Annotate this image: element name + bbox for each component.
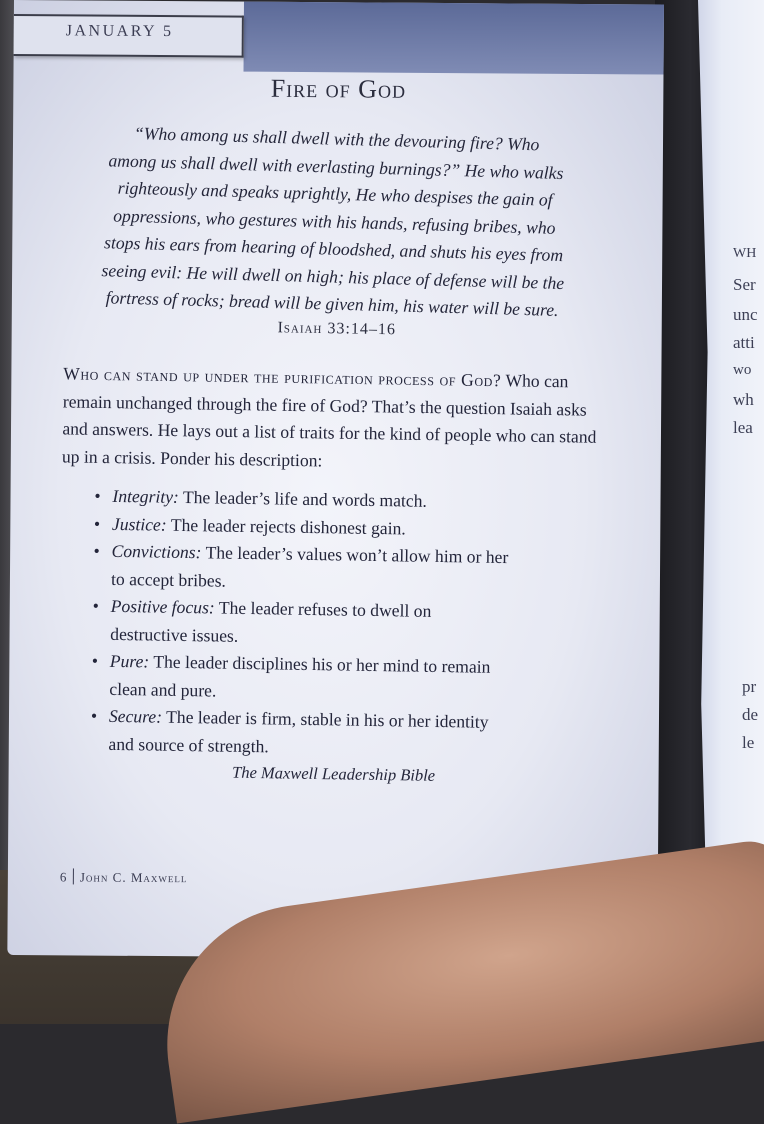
bullet-icon: • <box>94 485 101 506</box>
scripture-quote <box>72 118 597 325</box>
source-attribution: The Maxwell Leadership Bible <box>231 762 436 785</box>
body-paragraph <box>62 360 612 479</box>
scripture-line: seeing evil: He will dwell on high; his place of defense will be the <box>101 259 565 293</box>
opposite-page-fragment: wh <box>733 390 754 409</box>
bullet-icon: • <box>92 595 100 616</box>
footer-author: John C. Maxwell <box>79 869 188 886</box>
list-item <box>92 593 513 655</box>
page-number: 6 <box>59 869 67 885</box>
opposite-page-fragment: de <box>742 705 759 724</box>
header-band <box>244 2 664 75</box>
scripture-line: among us shall dwell with everlasting burnings?” He who walks <box>108 149 564 183</box>
body-text: Who can remain unchanged through the fire of God? That’s the question Isaiah asks and answers. He lays out a list of traits for the kind of people who can stand up in a crisis. Ponder his description: <box>61 370 597 470</box>
bullet-icon: • <box>90 705 98 726</box>
list-item <box>90 703 511 765</box>
trait-desc: The leader is firm, stable in his or her identity and source of strength. <box>108 706 489 756</box>
trait-desc: The leader disciplines his or her mind to remain clean and pure. <box>109 651 491 701</box>
opposite-page-fragment: wo <box>733 362 752 378</box>
date-label: JANUARY 5 <box>65 22 174 41</box>
list-item <box>91 648 512 710</box>
trait-desc: The leader refuses to dwell on destructive issues. <box>110 597 432 646</box>
trait-desc: The leader’s life and words match. <box>182 486 428 511</box>
bullet-icon: • <box>93 540 100 561</box>
trait-name: Integrity: <box>112 485 180 507</box>
lead-in: Who can stand up under the purification process of God? <box>63 363 502 391</box>
trait-name: Pure: <box>109 650 150 672</box>
trait-name: Justice: <box>111 513 167 535</box>
footer-divider <box>73 868 74 884</box>
scripture-line: fortress of rocks; bread will be given him, his water will be sure. <box>105 287 559 320</box>
traits-list <box>90 483 514 765</box>
trait-desc: The leader rejects dishonest gain. <box>170 514 406 538</box>
opposite-page-fragment: le <box>742 733 755 752</box>
scripture-line: stops his ears from hearing of bloodshed, and shuts his eyes from <box>103 232 564 266</box>
trait-name: Positive focus: <box>110 595 215 618</box>
opposite-page-fragment: unc <box>733 305 758 324</box>
opposite-page-fragment: Ser <box>733 275 756 294</box>
bullet-icon: • <box>91 650 99 671</box>
opposite-page-fragment: pr <box>742 677 757 696</box>
opposite-page-fragment: WH <box>733 246 757 261</box>
scripture-reference: Isaiah 33:14–16 <box>277 319 397 339</box>
list-item <box>93 538 514 600</box>
scripture-line: oppressions, who gestures with his hands, refusing bribes, who <box>113 204 556 238</box>
trait-name: Convictions: <box>111 540 202 563</box>
trait-name: Secure: <box>108 705 163 727</box>
bullet-icon: • <box>93 513 101 534</box>
trait-desc: The leader’s values won’t allow him or her to accept bribes. <box>110 542 509 591</box>
scripture-line: “Who among us shall dwell with the devouring fire? Who <box>133 123 540 155</box>
book-page <box>7 0 664 960</box>
scripture-line: righteously and speaks uprightly, He who despises the gain of <box>117 177 553 210</box>
page-title: Fire of God <box>270 73 407 104</box>
page-footer <box>60 868 188 886</box>
opposite-page-fragment: atti <box>733 333 755 352</box>
opposite-page-fragment: lea <box>733 418 753 437</box>
